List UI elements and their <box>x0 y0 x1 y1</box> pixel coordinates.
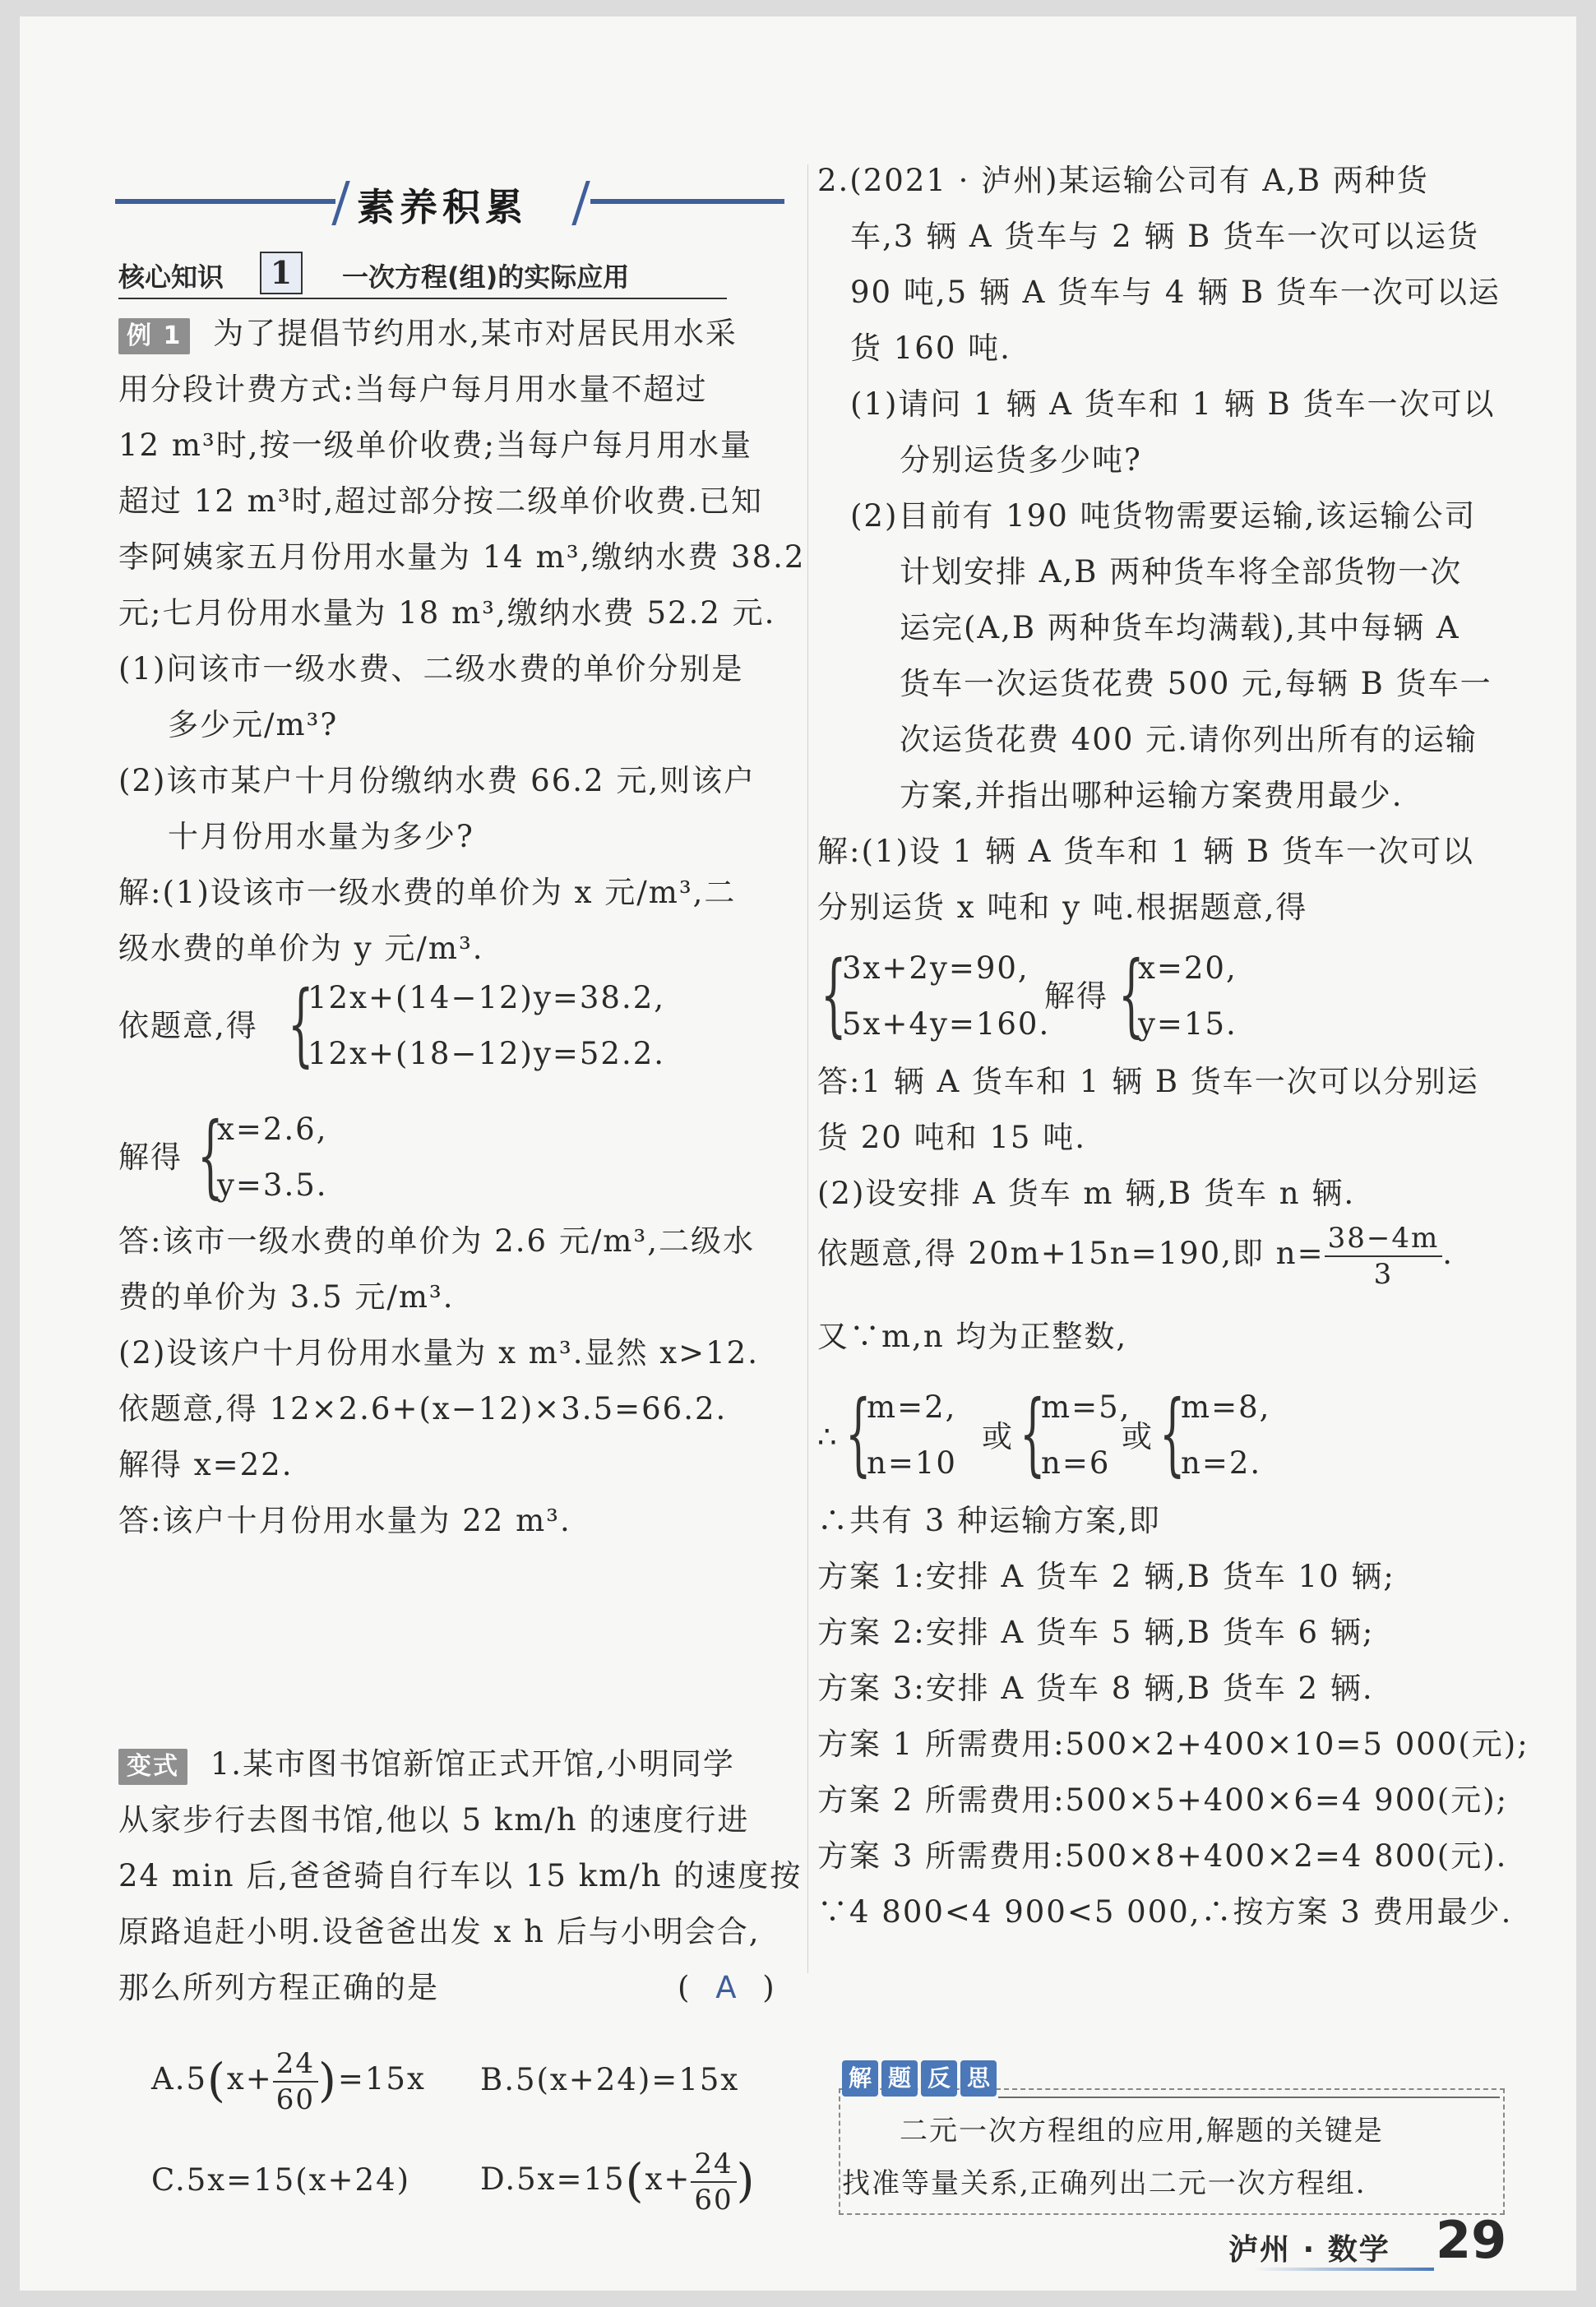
problem2-part2-3: 又∵m,n 均为正整数, <box>817 1319 1128 1354</box>
knowledge-number: 1 <box>260 252 303 294</box>
problem2-frac-num: 38−4m <box>1325 1224 1443 1257</box>
banner-line-right <box>590 199 784 204</box>
example-q1-line-1: (1)问该市一级水费、二级水费的单价分别是 <box>118 651 744 687</box>
knowledge-topic: 一次方程(组)的实际应用 <box>342 261 630 293</box>
footer-title: 泸州 · 数学 <box>1228 2233 1390 2267</box>
therefore-symbol: ∴ <box>817 1419 839 1454</box>
answer-paren-open: ( <box>678 1970 692 2005</box>
problem2-q2-line-4: 货车一次运货花费 500 元,每辆 B 货车一 <box>900 666 1492 701</box>
plan-1: 方案 1:安排 A 货车 2 辆,B 货车 10 辆; <box>817 1559 1395 1594</box>
example-line-3: 12 m³时,按一级单价收费;当每户每月用水量 <box>118 428 752 463</box>
example-answer-1: 答:该市一级水费的单价为 2.6 元/m³,二级水 <box>118 1223 755 1259</box>
problem2-line-2: 车,3 辆 A 货车与 2 辆 B 货车一次可以运货 <box>850 219 1480 254</box>
example-tag: 例 1 <box>118 318 190 354</box>
problem2-q2-line-1: (2)目前有 190 吨货物需要运输,该运输公司 <box>850 498 1477 534</box>
example-answer-2: 费的单价为 3.5 元/m³. <box>118 1279 455 1315</box>
case2-row-1: m=5, <box>1041 1389 1131 1425</box>
problem2-sys-brace: { <box>821 941 847 1047</box>
knowledge-underline <box>118 298 727 299</box>
problem2-sys-row-2: 5x+4y=160. <box>842 1006 1051 1042</box>
variant-line-5: 那么所列方程正确的是 <box>118 1970 439 2005</box>
cost-1: 方案 1 所需费用:500×2+400×10=5 000(元); <box>817 1727 1529 1762</box>
example-line-5: 李阿姨家五月份用水量为 14 m³,缴纳水费 38.2 <box>118 539 806 575</box>
option-d-fraction <box>691 2147 736 2217</box>
option-d[interactable]: D.5x=15(x+ $\frac{24}{60}$ ) <box>480 2147 756 2217</box>
option-d-x: x+ <box>645 2161 692 2197</box>
example-sys-brace: { <box>288 971 314 1076</box>
example-q2-line-1: (2)该市某户十月份缴纳水费 66.2 元,则该户 <box>118 763 756 798</box>
cost-3: 方案 3 所需费用:500×8+400×2=4 800(元). <box>817 1838 1508 1874</box>
problem2-q2-line-2: 计划安排 A,B 两种货车将全部货物一次 <box>900 554 1463 589</box>
variant-tag: 变式 <box>118 1749 187 1785</box>
problem2-fraction <box>1325 1221 1443 1291</box>
reflect-tag-3: 反 <box>921 2060 957 2097</box>
problem2-sys-row-1: 3x+2y=90, <box>842 950 1029 986</box>
plan-3: 方案 3:安排 A 货车 8 辆,B 货车 2 辆. <box>817 1671 1374 1706</box>
reflection-line-1: 二元一次方程组的应用,解题的关键是 <box>900 2115 1384 2147</box>
or-1: 或 <box>982 1419 1014 1454</box>
reflection-line-2: 找准等量关系,正确列出二元一次方程组. <box>842 2167 1367 2200</box>
answer-paren-close: ) <box>762 1970 776 2005</box>
or-2: 或 <box>1122 1419 1154 1454</box>
variant-answer <box>678 1968 776 2008</box>
option-a-prefix: A.5 <box>151 2061 208 2097</box>
example-line-6: 元;七月份用水量为 18 m³,缴纳水费 52.2 元. <box>118 595 776 631</box>
example-solve-row-1: x=2.6, <box>217 1112 328 1147</box>
problem2-part2-2: 依题意,得 20m+15n=190,即 n= $\frac{38-4m}{3}$ . <box>817 1221 1454 1291</box>
column-divider <box>807 164 808 1973</box>
example-line-1 <box>118 314 738 354</box>
banner-line-left <box>115 199 335 204</box>
reflection-tag-underline <box>998 2097 1500 2098</box>
banner-slash-right <box>571 181 590 225</box>
option-c[interactable]: C.5x=15(x+24) <box>151 2162 411 2198</box>
example-solve-label: 解得 <box>118 1140 183 1175</box>
example-part2-4: 答:该户十月份用水量为 22 m³. <box>118 1503 571 1538</box>
variant-line-4: 原路追赶小明.设爸爸出发 x h 后与小明会合, <box>118 1914 761 1949</box>
example-text-1: 为了提倡节约用水,某市对居民用水采 <box>213 316 738 351</box>
example-solution-1: 解:(1)设该市一级水费的单价为 x 元/m³,二 <box>118 875 737 910</box>
case1-row-2: n=10 <box>867 1445 957 1481</box>
problem2-q2-line-6: 方案,并指出哪种运输方案费用最少. <box>900 778 1404 813</box>
cost-2: 方案 2 所需费用:500×5+400×6=4 900(元); <box>817 1782 1509 1818</box>
example-part2-2: 依题意,得 12×2.6+(x−12)×3.5=66.2. <box>118 1391 728 1426</box>
example-q2-line-2: 十月份用水量为多少? <box>168 819 474 854</box>
page <box>20 16 1576 2291</box>
variant-line-1 <box>118 1745 735 1785</box>
reflect-tag-1: 解 <box>842 2060 878 2097</box>
case1-row-1: m=2, <box>867 1389 957 1425</box>
problem2-line-4: 货 160 吨. <box>850 331 1011 366</box>
problem2-answer-1: 答:1 辆 A 货车和 1 辆 B 货车一次可以分别运 <box>817 1064 1479 1099</box>
problem2-part2-1: (2)设安排 A 货车 m 辆,B 货车 n 辆. <box>817 1176 1356 1211</box>
case3-row-1: m=8, <box>1181 1389 1271 1425</box>
example-solve-row-2: y=3.5. <box>217 1167 328 1203</box>
example-sys-row-1: 12x+(14−12)y=38.2, <box>308 980 666 1015</box>
example-sys-row-2: 12x+(18−12)y=52.2. <box>308 1036 666 1071</box>
example-line-2: 用分段计费方式:当每户每月用水量不超过 <box>118 372 708 407</box>
option-a-post: =15x <box>337 2061 426 2097</box>
problem2-solution-2: 分别运货 x 吨和 y 吨.根据题意,得 <box>817 890 1308 925</box>
option-b[interactable]: B.5(x+24)=15x <box>480 2062 740 2097</box>
footer-bar <box>1253 2268 1434 2271</box>
example-solution-2: 级水费的单价为 y 元/m³. <box>118 931 484 966</box>
problem2-solve-brace: { <box>1118 941 1145 1047</box>
variant-line-3: 24 min 后,爸爸骑自行车以 15 km/h 的速度按 <box>118 1858 803 1893</box>
example-line-4: 超过 12 m³时,超过部分按二级单价收费.已知 <box>118 483 764 519</box>
case2-row-2: n=6 <box>1041 1445 1111 1481</box>
example-part2-1: (2)设该户十月份用水量为 x m³.显然 x>12. <box>118 1335 759 1371</box>
case2-brace: { <box>1020 1380 1046 1486</box>
reflection-tag <box>842 2060 997 2097</box>
option-d-prefix: D.5x=15 <box>480 2161 626 2197</box>
example-q1-line-2: 多少元/m³? <box>168 707 339 742</box>
reflect-tag-4: 思 <box>960 2060 997 2097</box>
knowledge-label: 核心知识 <box>118 261 224 293</box>
problem2-solve-row-1: x=20, <box>1138 950 1237 986</box>
case1-brace: { <box>845 1380 872 1486</box>
problem2-solution-1: 解:(1)设 1 辆 A 货车和 1 辆 B 货车一次可以 <box>817 834 1474 869</box>
case3-brace: { <box>1159 1380 1186 1486</box>
option-d-den: 60 <box>694 2183 733 2217</box>
conclusion: ∵4 800<4 900<5 000,∴按方案 3 费用最少. <box>817 1894 1513 1930</box>
option-a-fraction <box>273 2046 318 2116</box>
problem2-q1-line-1: (1)请问 1 辆 A 货车和 1 辆 B 货车一次可以 <box>850 386 1496 422</box>
answer-value: A <box>715 1970 738 2005</box>
plan-2: 方案 2:安排 A 货车 5 辆,B 货车 6 辆; <box>817 1615 1375 1650</box>
problem2-q1-line-2: 分别运货多少吨? <box>900 442 1142 478</box>
option-a-x: x+ <box>226 2061 273 2097</box>
problem2-q2-line-3: 运完(A,B 两种货车均满载),其中每辆 A <box>900 610 1460 645</box>
example-sys-label: 依题意,得 <box>118 1008 258 1043</box>
problem2-frac-den: 3 <box>1373 1257 1394 1291</box>
page-number: 29 <box>1436 2210 1507 2270</box>
problem2-q2-line-5: 次运货花费 400 元.请你列出所有的运输 <box>900 722 1478 757</box>
problem2-solve-row-2: y=15. <box>1138 1006 1237 1042</box>
problem2-answer-2: 货 20 吨和 15 吨. <box>817 1120 1086 1155</box>
example-part2-3: 解得 x=22. <box>118 1447 294 1482</box>
problem2-part2-2-text: 依题意,得 20m+15n=190,即 n= <box>817 1236 1325 1271</box>
example-solve-brace: { <box>197 1103 224 1208</box>
plans-intro: ∴共有 3 种运输方案,即 <box>817 1503 1161 1538</box>
problem2-line-1: 2.(2021 · 泸州)某运输公司有 A,B 两种货 <box>817 163 1429 198</box>
case3-row-2: n=2. <box>1181 1445 1262 1481</box>
option-a-num: 24 <box>273 2050 318 2083</box>
reflect-tag-2: 题 <box>881 2060 918 2097</box>
section-title: 素养积累 <box>357 185 528 229</box>
problem2-solve-label: 解得 <box>1044 978 1108 1014</box>
option-d-num: 24 <box>691 2150 736 2183</box>
problem2-line-3: 90 吨,5 辆 A 货车与 4 辆 B 货车一次可以运 <box>850 275 1501 310</box>
option-a[interactable]: A.5(x+ $\frac{24}{60}$ )=15x <box>151 2046 426 2116</box>
variant-text-1: 1.某市图书馆新馆正式开馆,小明同学 <box>210 1746 735 1782</box>
option-a-den: 60 <box>275 2083 316 2116</box>
variant-line-2: 从家步行去图书馆,他以 5 km/h 的速度行进 <box>118 1802 750 1838</box>
